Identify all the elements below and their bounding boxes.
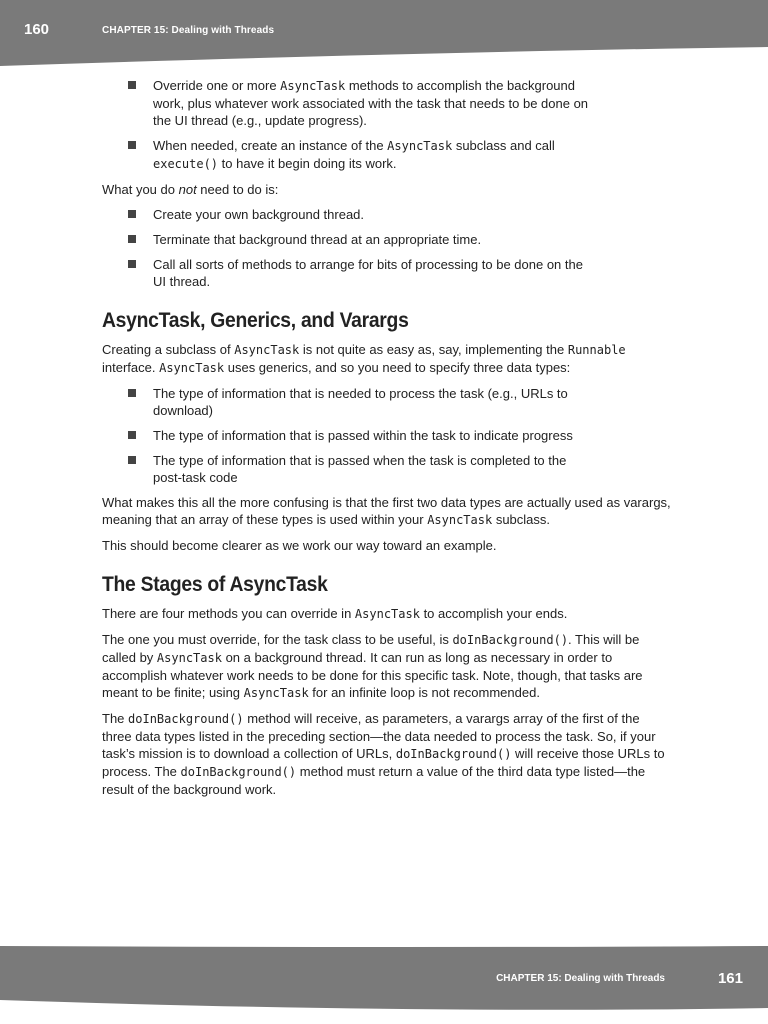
bullet-marker xyxy=(128,235,136,243)
section-heading-generics: AsyncTask, Generics, and Varargs xyxy=(102,309,409,332)
bullet-marker xyxy=(128,81,136,89)
bullet-marker xyxy=(128,141,136,149)
list-item: The type of information that is passed when the task is completed to the post-task code xyxy=(102,452,593,486)
footer-chapter-title: CHAPTER 15: Dealing with Threads xyxy=(496,973,665,984)
list-item: The type of information that is passed within the task to indicate progress xyxy=(102,427,593,444)
list-item: Override one or more AsyncTask methods to accomplish the background work, plus whatever work associated with the task that needs to be done on the UI thread (e.g., update progress). xyxy=(102,77,593,129)
section-heading-stages: The Stages of AsyncTask xyxy=(102,573,328,596)
paragraph-doinbackground: The doInBackground() method will receive, as parameters, a varargs array of the first of the three data types listed in the preceding section—the data needed to process the task. So, if your task’s mission is to download a collection of URLs, doInBackground() will receive those URLs to process. The doInBackground() method must return a value of the third data type listed—the result of the background work. xyxy=(102,711,665,797)
page-footer-band xyxy=(0,946,768,1024)
paragraph-intro-generics: Creating a subclass of AsyncTask is not quite as easy as, say, implementing the Runnable interface. AsyncTask uses generics, and so you need to specify three data types: xyxy=(102,342,626,375)
list-item: Create your own background thread. xyxy=(102,206,593,223)
footer-band-shape xyxy=(0,946,768,1024)
bullet-list-data-types xyxy=(102,385,672,486)
paragraph-must-override: The one you must override, for the task class to be useful, is doInBackground(). This will be called by AsyncTask on a background thread. It can run as long as necessary in order to accomplish whatever work needs to be done for this specific task. Note, though, that tasks are meant to be finite; using AsyncTask for an infinite loop is not recommended. xyxy=(102,632,643,700)
paragraph-four-methods: There are four methods you can override in AsyncTask to accomplish your ends. xyxy=(102,606,568,621)
bullet-marker xyxy=(128,389,136,397)
header-chapter-title: CHAPTER 15: Dealing with Threads xyxy=(102,25,275,36)
footer-page-number: 161 xyxy=(717,970,743,987)
list-item: Call all sorts of methods to arrange for bits of processing to be done on the UI thread. xyxy=(102,256,593,290)
paragraph-not-needed: What you do not need to do is: xyxy=(102,182,279,197)
header-page-number: 160 xyxy=(24,21,50,38)
bullet-marker xyxy=(128,456,136,464)
bullet-list-methods xyxy=(102,77,672,173)
bullet-list-not-needed xyxy=(102,206,672,290)
page-body xyxy=(102,77,672,806)
page-header-band xyxy=(0,0,768,66)
list-item: When needed, create an instance of the AsyncTask subclass and call execute() to have it begin doing its work. xyxy=(102,137,593,173)
paragraph-varargs: What makes this all the more confusing is that the first two data types are actually used as varargs, meaning that an array of these types is used within your AsyncTask subclass. xyxy=(102,495,671,527)
bullet-marker xyxy=(128,431,136,439)
list-item: The type of information that is needed to process the task (e.g., URLs to download) xyxy=(102,385,593,419)
bullet-marker xyxy=(128,210,136,218)
list-item: Terminate that background thread at an appropriate time. xyxy=(102,231,593,248)
paragraph-clearer: This should become clearer as we work our way toward an example. xyxy=(102,538,497,553)
bullet-marker xyxy=(128,260,136,268)
